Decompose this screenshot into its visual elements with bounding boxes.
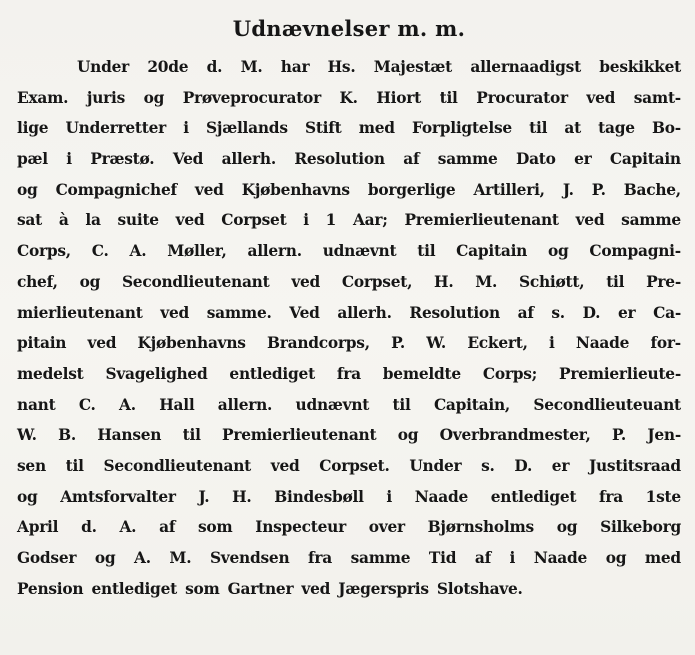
article-line: chef, og Secondlieutenant ved Corpset, H. M. Schiøtt, til Pre- bbox=[17, 272, 681, 291]
article-line: W. B. Hansen til Premierlieutenant og Overbrandmester, P. Jen- bbox=[17, 426, 681, 445]
article-line: lige Underretter i Sjællands Stift med Forpligtelse til at tage Bo- bbox=[17, 119, 681, 138]
article-line: Pension entlediget som Gartner ved Jægerspris Slotshave. bbox=[17, 579, 523, 598]
article-line: medelst Svagelighed entlediget fra bemeldte Corps; Premierlieute- bbox=[17, 364, 681, 383]
article-line: sat à la suite ved Corpset i 1 Aar; Premierlieutenant ved samme bbox=[17, 211, 681, 230]
article-line: pæl i Præstø. Ved allerh. Resolution af samme Dato er Capitain bbox=[17, 150, 681, 169]
article-body bbox=[17, 52, 681, 604]
article-line: Under 20de d. M. har Hs. Majestæt allernaadigst beskikket bbox=[77, 58, 681, 76]
article-line: Corps, C. A. Møller, allern. udnævnt til Capitain og Compagni- bbox=[17, 242, 681, 261]
article-line: pitain ved Kjøbenhavns Brandcorps, P. W. Eckert, i Naade for- bbox=[17, 334, 681, 353]
article-headline: Udnævnelser m. m. bbox=[232, 16, 466, 41]
article-line: mierlieutenant ved samme. Ved allerh. Resolution af s. D. er Ca- bbox=[17, 303, 681, 322]
article-line: og Amtsforvalter J. H. Bindesbøll i Naade entlediget fra 1ste bbox=[17, 487, 681, 506]
article-line: Godser og A. M. Svendsen fra samme Tid af i Naade og med bbox=[17, 549, 681, 567]
article-line: og Compagnichef ved Kjøbenhavns borgerlige Artilleri, J. P. Bache, bbox=[17, 180, 681, 199]
article-line: nant C. A. Hall allern. udnævnt til Capitain, Secondlieuteuant bbox=[17, 395, 681, 414]
article-line: Exam. juris og Prøveprocurator K. Hiort til Procurator ved samt- bbox=[17, 88, 681, 107]
article-line: April d. A. af som Inspecteur over Bjørnsholms og Silkeborg bbox=[17, 518, 681, 537]
article-line: sen til Secondlieutenant ved Corpset. Under s. D. er Justitsraad bbox=[17, 456, 681, 475]
